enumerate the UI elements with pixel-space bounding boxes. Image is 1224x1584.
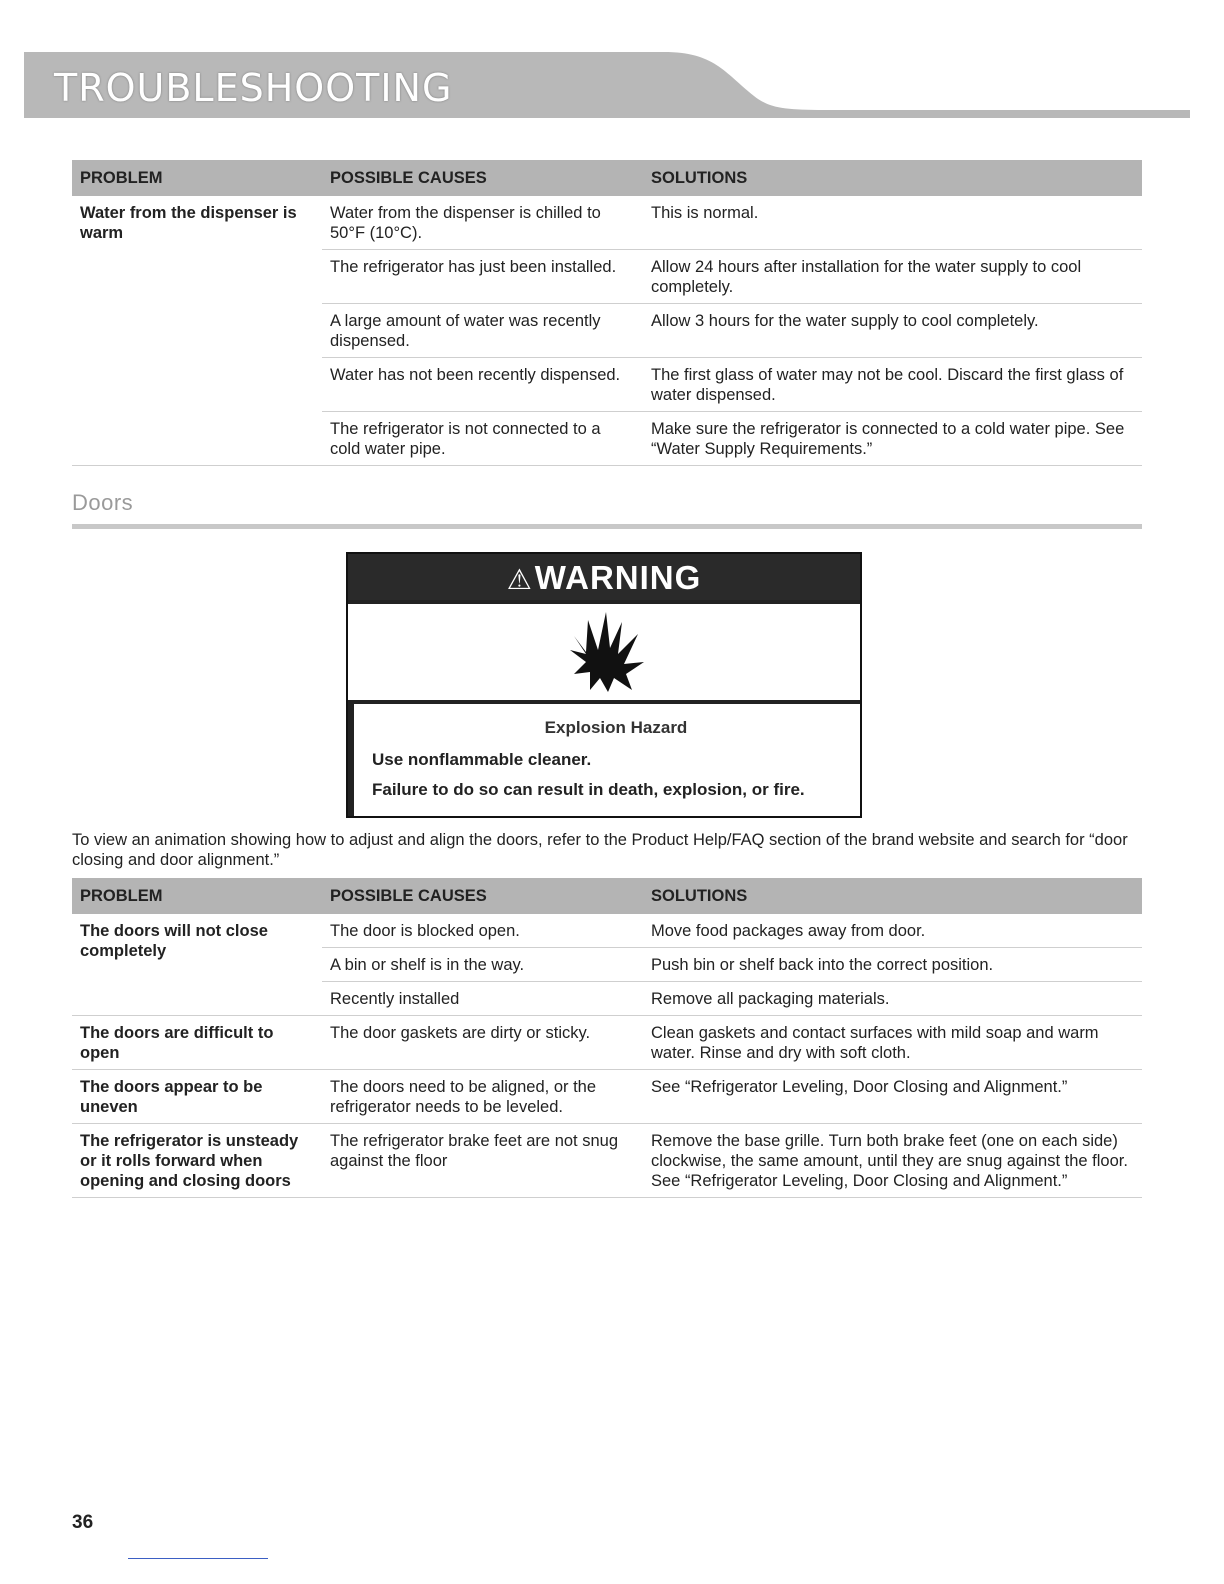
solution-cell: Remove all packaging materials.	[643, 982, 1142, 1016]
solution-cell: Allow 24 hours after installation for the water supply to cool completely.	[643, 250, 1142, 304]
cause-cell: A large amount of water was recently dispensed.	[322, 304, 643, 358]
header-problem: PROBLEM	[72, 878, 322, 914]
table-row	[72, 914, 1142, 948]
header-causes: POSSIBLE CAUSES	[322, 878, 643, 914]
warning-body	[348, 704, 860, 816]
warning-box	[346, 552, 862, 818]
table-row	[72, 196, 1142, 250]
warning-consequence: Failure to do so can result in death, explosion, or fire.	[372, 780, 805, 799]
table-header-row	[72, 878, 1142, 914]
warning-triangle-icon: ⚠	[506, 564, 533, 595]
explosion-icon	[348, 604, 860, 700]
solution-cell: Clean gaskets and contact surfaces with mild soap and warm water. Rinse and dry with soft cloth.	[643, 1016, 1142, 1070]
problem-cell: Water from the dispenser is warm	[72, 196, 322, 466]
footer-rule	[128, 1558, 268, 1559]
cause-cell: Recently installed	[322, 982, 643, 1016]
page-number: 36	[72, 1512, 94, 1533]
table-row	[72, 1016, 1142, 1070]
doors-intro-text: To view an animation showing how to adjust and align the doors, refer to the Product Help/FAQ section of the brand website and search for “door closing and door alignment.”	[72, 831, 1128, 869]
table-header-row	[72, 160, 1142, 196]
solution-cell: See “Refrigerator Leveling, Door Closing and Alignment.”	[643, 1070, 1142, 1124]
cause-cell: The refrigerator has just been installed.	[322, 250, 643, 304]
solution-cell: Push bin or shelf back into the correct position.	[643, 948, 1142, 982]
cause-cell: The door is blocked open.	[322, 914, 643, 948]
problem-cell: The doors are difficult to open	[72, 1016, 322, 1070]
header-solutions: SOLUTIONS	[643, 160, 1142, 196]
warning-graphic	[348, 600, 860, 704]
page-title: TROUBLESHOOTING	[54, 66, 453, 110]
header-solutions: SOLUTIONS	[643, 878, 1142, 914]
cause-cell: The door gaskets are dirty or sticky.	[322, 1016, 643, 1070]
cause-cell: The refrigerator is not connected to a cold water pipe.	[322, 412, 643, 466]
header-banner	[24, 52, 1190, 118]
solution-cell: The first glass of water may not be cool. Discard the first glass of water dispensed.	[643, 358, 1142, 412]
solution-cell: Allow 3 hours for the water supply to cool completely.	[643, 304, 1142, 358]
problem-cell: The refrigerator is unsteady or it rolls forward when opening and closing doors	[72, 1124, 322, 1198]
warning-instruction: Use nonflammable cleaner.	[372, 750, 592, 769]
problem-cell: The doors appear to be uneven	[72, 1070, 322, 1124]
cause-cell: The refrigerator brake feet are not snug against the floor	[322, 1124, 643, 1198]
cause-cell: The doors need to be aligned, or the refrigerator needs to be leveled.	[322, 1070, 643, 1124]
troubleshooting-table-doors	[72, 878, 1142, 1198]
warning-hazard-title: Explosion Hazard	[544, 718, 688, 737]
problem-cell: The doors will not close completely	[72, 914, 322, 1016]
cause-cell: A bin or shelf is in the way.	[322, 948, 643, 982]
warning-header	[348, 554, 860, 600]
section-title-doors: Doors	[72, 490, 134, 515]
cause-cell: Water has not been recently dispensed.	[322, 358, 643, 412]
section-divider	[72, 524, 1142, 529]
solution-cell: Make sure the refrigerator is connected to a cold water pipe. See “Water Supply Requirements.”	[643, 412, 1142, 466]
warning-heading: WARNING	[534, 559, 702, 596]
solution-cell: Move food packages away from door.	[643, 914, 1142, 948]
cause-cell: Water from the dispenser is chilled to 50°F (10°C).	[322, 196, 643, 250]
solution-cell: Remove the base grille. Turn both brake feet (one on each side) clockwise, the same amount, until they are snug against the floor. See “Refrigerator Leveling, Door Closing and Alignment.”	[643, 1124, 1142, 1198]
header-problem: PROBLEM	[72, 160, 322, 196]
table-row	[72, 1070, 1142, 1124]
table-row	[72, 1124, 1142, 1198]
troubleshooting-table-water	[72, 160, 1142, 466]
header-causes: POSSIBLE CAUSES	[322, 160, 643, 196]
solution-cell: This is normal.	[643, 196, 1142, 250]
